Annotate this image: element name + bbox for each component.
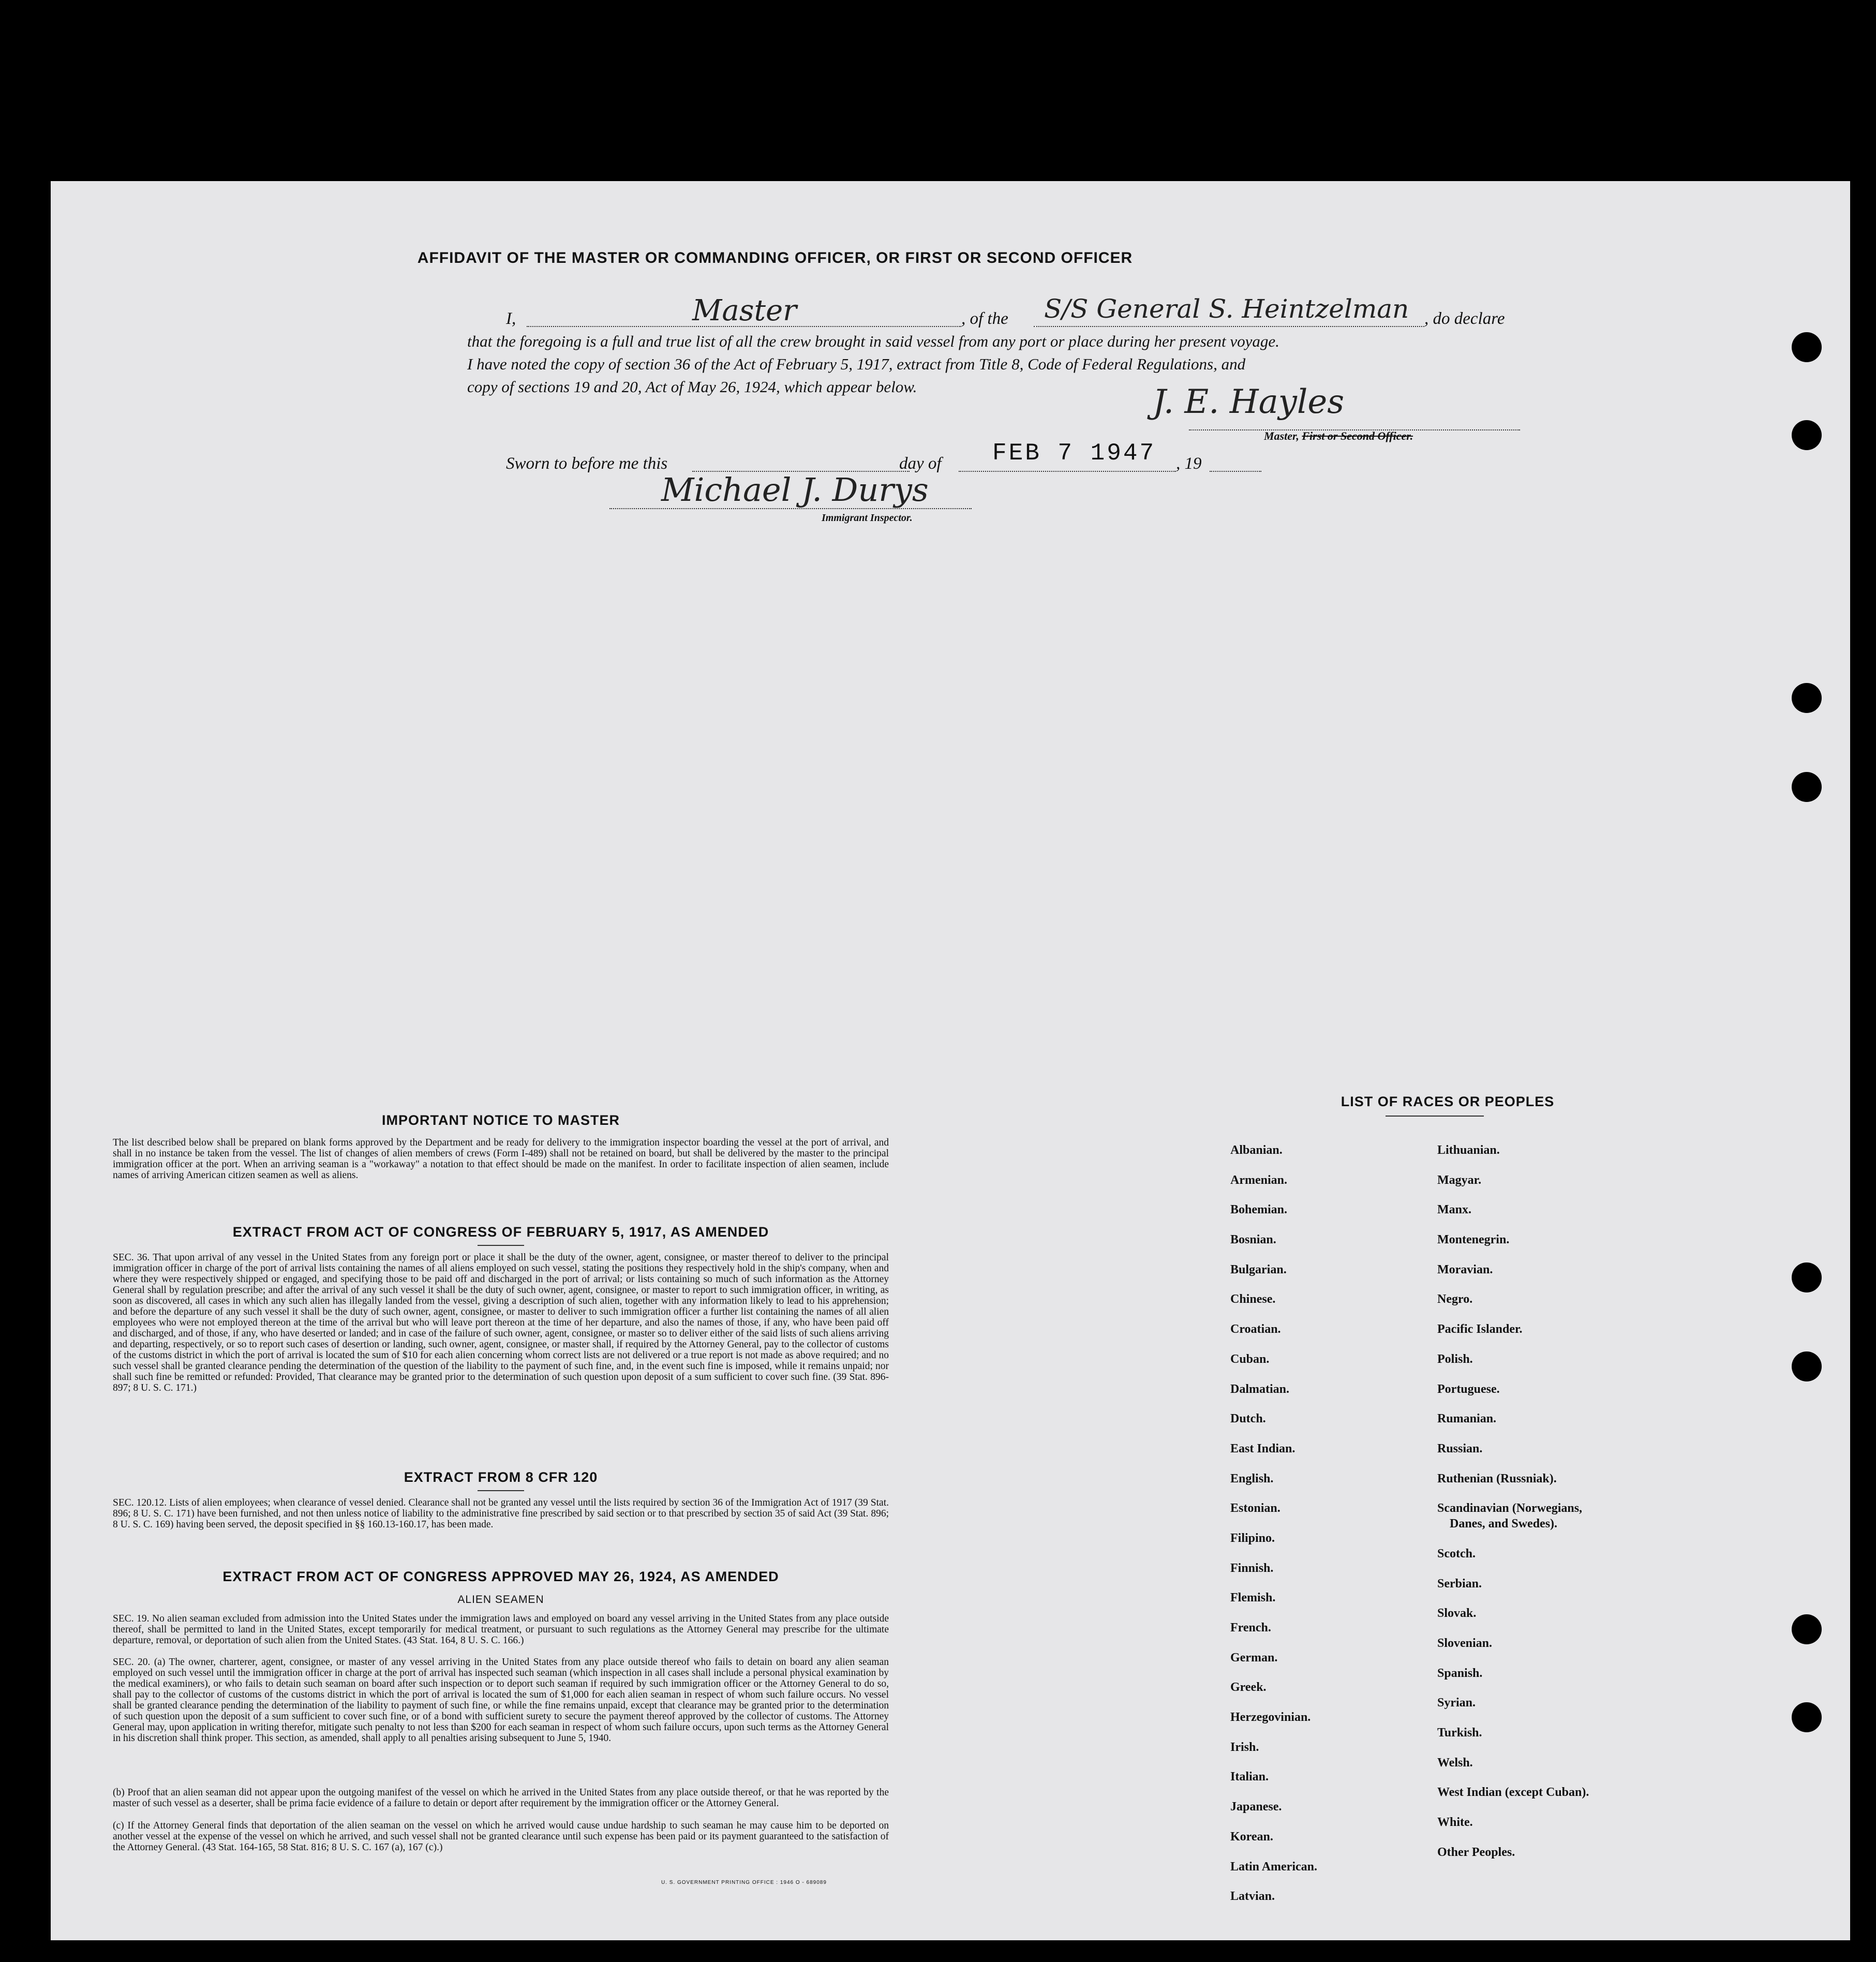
race-item: Ruthenian (Russniak). [1437,1472,1557,1485]
race-item: Latvian. [1230,1890,1275,1904]
sworn-year-line [1210,471,1261,472]
sworn-month-line [959,471,1176,472]
extract-1924-p4: (c) If the Attorney General finds that deportation of the alien seaman on the vessel on which he arrived would cause undue hardship to such seaman he may cause him to be deported on another vessel at the expense of the vessel on which he arrived, and such vessel shall not be granted clearance until such expense has been paid or its payment guaranteed to the satisfaction of the Attorney General. (43 Stat. 164-165, 58 Stat. 816; 8 U. S. C. 167 (a), 167 (c).) [113,1820,889,1853]
race-item: Bulgarian. [1230,1262,1287,1276]
inspector-caption: Immigrant Inspector. [822,512,913,524]
race-item: Portuguese. [1437,1382,1500,1396]
race-item: Italian. [1230,1770,1269,1784]
race-item: Lithuanian. [1437,1143,1500,1157]
race-item: White. [1437,1816,1473,1830]
races-right-column [1437,1143,1589,1876]
race-item: Danes, and Swedes). [1450,1517,1558,1531]
officer-handwritten: Master [692,294,797,328]
race-item: Serbian. [1437,1577,1482,1591]
vessel-line [1034,326,1424,327]
race-item: Montenegrin. [1437,1233,1510,1247]
race-item: Greek. [1230,1681,1267,1695]
race-item: Armenian. [1230,1173,1287,1187]
race-item: Herzegovinian. [1230,1711,1311,1725]
race-item: Magyar. [1437,1173,1482,1187]
race-item: Russian. [1437,1441,1483,1455]
punch-hole [1792,772,1822,802]
affidavit-line1-mid: , of the [961,309,1008,328]
race-item: Korean. [1230,1830,1273,1844]
race-item: Spanish. [1437,1666,1483,1680]
affidavit-line1-prefix: I, [506,309,516,328]
punch-hole [1792,420,1822,450]
race-item: Cuban. [1230,1352,1270,1366]
race-item: Moravian. [1437,1262,1493,1276]
notice-title: IMPORTANT NOTICE TO MASTER [382,1112,620,1128]
race-item: Welsh. [1437,1756,1473,1770]
race-item: French. [1230,1621,1271,1634]
race-item: Turkish. [1437,1726,1482,1740]
inspector-signature: Michael J. Durys [661,471,929,509]
notice-body: The list described below shall be prepared on blank forms approved by the Department and be ready for delivery to the immigration inspector boarding the vessel at the port of arrival, and shall in no instance be taken from the vessel. The list of changes of alien members of crews (Form I-489) shall not be retained on board, but shall be delivered by the master to the principal immigration officer at the port. When an arriving seaman is a "workaway" a notation to that effect should be made on the manifest. In order to facilitate inspection of alien seamen, include names of arriving American citizen seamen as well as aliens. [113,1137,889,1181]
race-item: Latin American. [1230,1860,1317,1874]
race-item: Polish. [1437,1352,1473,1366]
race-item: Estonian. [1230,1502,1281,1515]
master-caption-text: Master, [1264,429,1299,442]
day-of-label: day of [899,454,942,473]
extract-1924-title: EXTRACT FROM ACT OF CONGRESS APPROVED MAY 26, 1924, AS AMENDED [222,1569,779,1584]
races-title: LIST OF RACES OR PEOPLES [1341,1094,1555,1109]
extract-1917-body: SEC. 36. That upon arrival of any vessel in the United States from any foreign port or place it shall be the duty of the owner, agent, consignee, or master thereof to deliver to the principal immigration officer in charge of the port of arrival lists containing the names of all aliens employed on such vessel, stating the positions they respectively hold in the ship's company, when and where they were respectively shipped or engaged, and specifying those to be paid off and discharged in the port of arrival; or lists containing so much of such information as the Attorney General shall by regulation prescribe; and after the arrival of any such vessel it shall be the duty of such owner, agent, consignee, or master to report to such immigration officer, in writing, as soon as discovered, all cases in which any such alien has illegally landed from the vessel, giving a description of such alien, together with any information likely to lead to his apprehension; and before the departure of any such vessel it shall be the duty of such owner, agent, consignee, or master to deliver to such immigration officer a further list containing the names of all alien employees who were not employed thereon at the time of the arrival but who will leave port thereon at the time of her departure, and also the names of those, if any, who have been paid off and discharged, and of those, if any, who have deserted or landed; and in case of the failure of such owner, agent, consignee, or master so to deliver either of the said lists of such aliens arriving and departing, respectively, or so to report such cases of desertion or landing, such owner, agent, consignee, or master shall, if required by the Attorney General, pay to the collector of customs of the customs district in which the port of arrival is located the sum of $10 for each alien concerning whom correct lists are not delivered or a true report is not made as above required; and no such vessel shall be granted clearance pending the determination of the question of the liability to the payment of such fine, and, in the event such fine is imposed, while it remains unpaid; nor shall such fine be remitted or refunded: Provided, That clearance may be granted prior to the determination of such question upon deposit of a sum sufficient to cover such fine. (39 Stat. 896-897; 8 U. S. C. 171.) [113,1252,889,1393]
race-item: Other Peoples. [1437,1845,1515,1859]
race-item: Scandinavian (Norwegians, [1437,1502,1583,1515]
punch-hole [1792,1351,1822,1381]
extract-1924-p3: (b) Proof that an alien seaman did not appear upon the outgoing manifest of the vessel on which he arrived in the United States from any place outside thereof, or that he was reported by the master of such vessel as a deserter, shall be prima facie evidence of a failure to detain or deport after requirement by the immigration officer or the Attorney General. [113,1787,889,1809]
extract-1924-subtitle: ALIEN SEAMEN [457,1594,544,1606]
race-item: Scotch. [1437,1547,1476,1560]
race-item: Bosnian. [1230,1233,1276,1247]
race-item: Croatian. [1230,1322,1281,1336]
printing-office-footer: U. S. GOVERNMENT PRINTING OFFICE : 1946 O - 689089 [661,1880,827,1885]
race-item: Chinese. [1230,1292,1276,1306]
extract-1917-title: EXTRACT FROM ACT OF CONGRESS OF FEBRUARY 5, 1917, AS AMENDED [232,1224,769,1240]
race-item: Irish. [1230,1740,1259,1754]
punch-hole [1792,683,1822,713]
race-item: Rumanian. [1437,1412,1497,1426]
race-item: Pacific Islander. [1437,1322,1523,1336]
year-suffix: , 19 [1176,454,1202,473]
punch-hole [1792,1262,1822,1292]
race-item: Dalmatian. [1230,1382,1289,1396]
affidavit-line3: I have noted the copy of section 36 of the Act of February 5, 1917, extract from Title 8, Code of Federal Regulations, and [467,355,1246,373]
race-item: Slovak. [1437,1607,1477,1621]
race-item: English. [1230,1472,1274,1485]
races-left-column [1230,1143,1317,1920]
race-item: Finnish. [1230,1561,1274,1575]
race-item: West Indian (except Cuban). [1437,1786,1589,1800]
race-item: Syrian. [1437,1696,1476,1710]
form-page [51,181,1850,1940]
race-item: Filipino. [1230,1531,1275,1545]
extract-cfr-rule [478,1490,524,1491]
extract-cfr-body: SEC. 120.12. Lists of alien employees; when clearance of vessel denied. Clearance shall not be granted any vessel until the lists required by section 36 of the Immigration Act of 1917 (39 Stat. 896; 8 U. S. C. 171) have been furnished, and not then unless notice of liability to the administrative fine prescribed by said section or to that prescribed by section 35 of said Act (39 Stat. 896; 8 U. S. C. 169) having been served, the deposit specified in §§ 160.13-160.17, has been made. [113,1497,889,1530]
race-item: Dutch. [1230,1412,1266,1426]
affidavit-title: AFFIDAVIT OF THE MASTER OR COMMANDING OFFICER, OR FIRST OR SECOND OFFICER [417,249,1133,266]
race-item: Japanese. [1230,1800,1282,1814]
master-caption-struck: First or Second Officer. [1302,429,1413,442]
punch-hole [1792,1702,1822,1732]
vessel-handwritten: S/S General S. Heintzelman [1044,294,1409,324]
punch-hole [1792,332,1822,362]
affidavit-line4: copy of sections 19 and 20, Act of May 26, 1924, which appear below. [467,378,917,396]
affidavit-line1-suffix: , do declare [1424,309,1505,328]
extract-1917-rule [478,1245,524,1246]
extract-1924-p1: SEC. 19. No alien seaman excluded from admission into the United States under the immigration laws and employed on board any vessel arriving in the United States from any place outside thereof, shall be permitted to land in the United States, except temporarily for medical treatment, or pursuant to such regulations as the Attorney General may prescribe for the ultimate departure, removal, or deportation of such alien from the United States. (43 Stat. 164, 8 U. S. C. 166.) [113,1613,889,1646]
race-item: German. [1230,1651,1278,1664]
extract-cfr-title: EXTRACT FROM 8 CFR 120 [404,1469,598,1485]
race-item: Negro. [1437,1292,1473,1306]
race-item: Albanian. [1230,1143,1283,1157]
sworn-prefix: Sworn to before me this [506,454,668,473]
extract-1924-p2: SEC. 20. (a) The owner, charterer, agent, consignee, or master of any vessel arriving in the United States from any place outside thereof who fails to detain on board any alien seaman employed on such vessel until the immigration officer in charge at the port of arrival has inspected such seaman (which inspection in all cases shall include a personal physical examination by the medical examiners), or who fails to detain such seaman on board after such inspection or to deport such seaman if required by such immigration officer or the Attorney General to do so, shall pay to the collector of customs of the customs district in which the port of arrival is located the sum of $1,000 for each alien seaman in respect of whom such failure occurs. No vessel shall be granted clearance pending the determination of the liability to payment of such fine, or while the fine remains unpaid, except that clearance may be granted prior to the determination of such question upon the deposit of a sum sufficient to cover such fine, or of a bond with sufficient surety to secure the payment thereof approved by the collector of customs. The Attorney General may, upon application in writing therefor, mitigate such penalty to not less than $200 for each seaman in respect of whom such failure occurs, upon such terms as the Attorney General in his discretion shall think proper. This section, as amended, shall apply to all penalties arising subsequent to June 5, 1940. [113,1657,889,1744]
race-item: Flemish. [1230,1591,1276,1605]
date-stamp: FEB 7 1947 [992,440,1156,467]
race-item: Manx. [1437,1203,1471,1217]
affidavit-line2: that the foregoing is a full and true list of all the crew brought in said vessel from any port or place during her present voyage. [467,332,1279,350]
master-signature: J. E. Hayles [1153,383,1345,421]
master-caption [1264,429,1413,443]
race-item: Slovenian. [1437,1637,1493,1650]
races-rule [1386,1116,1484,1117]
punch-hole [1792,1614,1822,1644]
race-item: Bohemian. [1230,1203,1288,1217]
race-item: East Indian. [1230,1441,1296,1455]
